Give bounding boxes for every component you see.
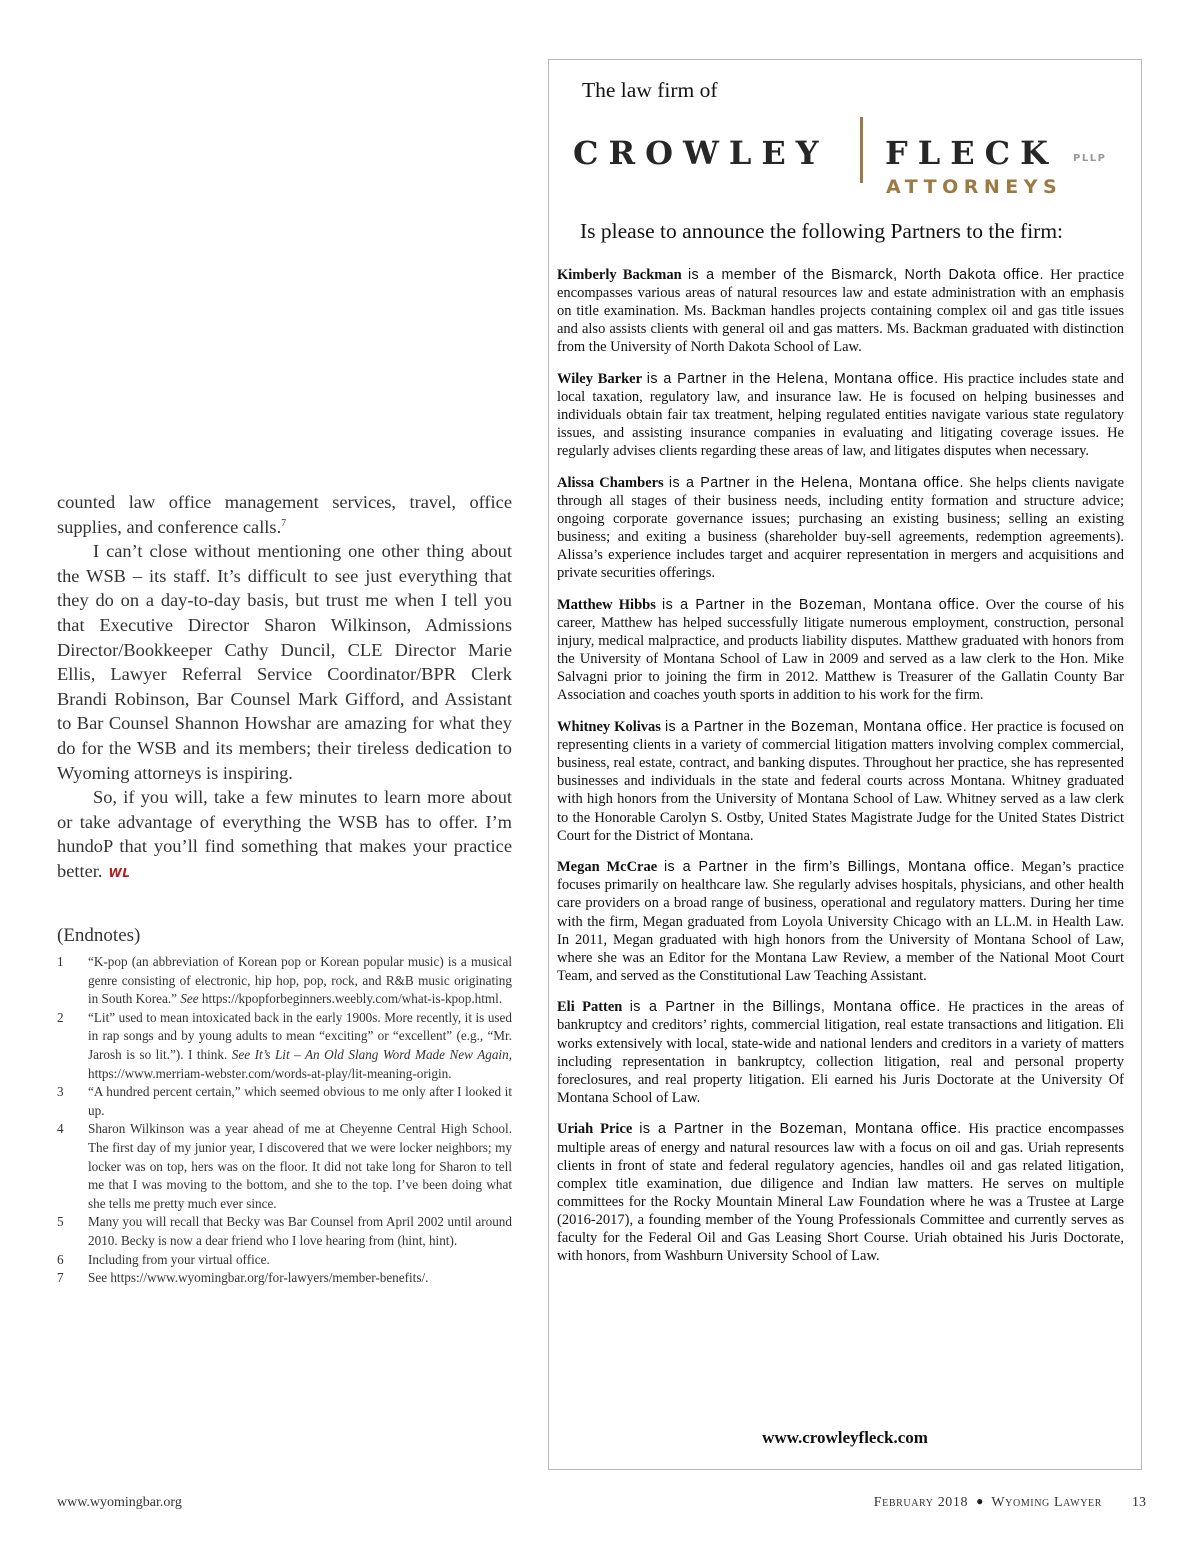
endnote-number: 5	[57, 1214, 64, 1230]
partner-bio: He practices in the areas of bankruptcy and creditors’ rights, commercial litigation, real estate transactions and litigation. Eli works extensively with local, state-wide and national lenders and creditors in a variety of matters including representation in bankruptcy, collection litigation, real and personal property foreclosures, and real property litigation. Eli earned his Juris Doctorate at the University Of Montana School of Law.	[557, 999, 1125, 1106]
endnote-item	[57, 1251, 512, 1270]
partner-office: is a Partner in the Bozeman, Montana office.	[662, 597, 980, 613]
firm-website-link[interactable]: www.crowleyfleck.com	[762, 1428, 928, 1447]
partner-bio: She helps clients navigate through all stages of their business needs, including entity formation and structure advice; ongoing corporate governance issues; purchasing an existing business; selling an existing business; and exiting a business (shareholder buy-sell agreements, redemption agreements). Alissa’s experience includes target and acquirer representation in mergers and acquisitions and private securities offerings.	[557, 474, 1125, 582]
partner-office: is a Partner in the Billings, Montana office.	[629, 999, 941, 1016]
partner-entry	[557, 998, 1124, 1107]
endnote-item	[57, 1120, 512, 1213]
logo-suffix: PLLP	[1073, 153, 1107, 164]
endnote-text: Sharon Wilkinson was a year ahead of me at Cheyenne Central High School. The first day of my junior year, I discovered that we were locker neighbors; my locker was on top, hers was on the floor. It did not take long for Sharon to tell me that I was moving to the bottom, and she to the top. I’ve been doing what she tells me pretty much ever since.	[88, 1121, 512, 1211]
partner-name: Matthew Hibbs	[557, 597, 656, 613]
crowley-fleck-logo	[573, 116, 1123, 206]
partner-entry	[557, 596, 1124, 705]
endnote-number: 4	[57, 1121, 64, 1137]
endnote-item	[57, 1083, 512, 1120]
endnote-item	[57, 1213, 512, 1250]
page-number: 13	[1132, 1495, 1146, 1510]
law-firm-announcement-ad	[548, 59, 1142, 1470]
partner-entry	[557, 266, 1124, 356]
partner-entry	[557, 1120, 1124, 1265]
partner-name: Megan McCrae	[557, 859, 658, 876]
partner-entry	[557, 370, 1124, 460]
partner-office: is a Partner in the Bozeman, Montana office.	[639, 1121, 962, 1138]
logo-divider-bar	[860, 117, 863, 183]
endnote-text[interactable]: See https://www.wyomingbar.org/for-lawyers/member-benefits/.	[88, 1270, 429, 1286]
ad-announcement-heading: Is please to announce the following Partners to the firm:	[580, 219, 1064, 243]
partner-name: Uriah Price	[557, 1121, 633, 1138]
endnotes-list	[57, 953, 512, 1288]
endnote-citation: See It’s Lit – An Old Slang Word Made New Again,	[231, 1046, 512, 1062]
article-body-continued	[57, 490, 512, 886]
endnote-number: 3	[57, 1084, 64, 1100]
partner-name: Alissa Chambers	[557, 474, 664, 491]
footer-website-link[interactable]: www.wyomingbar.org	[57, 1495, 182, 1510]
article-paragraph: So, if you will, take a few minutes to learn more about or take advantage of everything the WSB has to offer. I’m hundoP that you’ll find something that makes your practice better. WL	[57, 787, 512, 881]
endnote-text: “Lit” used to mean intoxicated back in the early 1900s. More recently, it is used in rap songs and by young adults to mean “exciting” or “excellent” (e.g., “Mr. Jarosh is so lit.”). I think. See It’s Lit – An Old Slang Word Made New Again, https://www.merriam-webster.com/words-at-play/lit-meaning-origin.	[88, 1009, 512, 1081]
endnote-text: “K-pop (an abbreviation of Korean pop or Korean popular music) is a musical genre consisting of electronic, hip hop, pop, rock, and R&B music originating in South Korea.” See https://kpopforbeginners.weebly.com/what-is-kpop.html.	[88, 954, 512, 1007]
ad-intro-text: The law firm of	[582, 78, 718, 102]
footer-issue-info	[874, 1495, 1146, 1511]
partner-entry	[557, 858, 1124, 985]
partner-name: Eli Patten	[557, 999, 623, 1016]
article-paragraph: counted law office management services, travel, office supplies, and conference calls.$^7$	[57, 492, 512, 537]
partner-bio: Megan’s practice focuses primarily on healthcare law. She regularly advises hospitals, physicians, and other health care providers on a broad range of business, operational and regulatory matters. During her time with the firm, Megan graduated from Loyola University Chicago with an LL.M. in Health Law. In 2011, Megan graduated with high honors from the University of Montana School of Law, where she was an Editor for the Montana Law Review, a member of the National Moot Court Team, and served as the Constitutional Law Teaching Assistant.	[557, 859, 1124, 984]
endnote-number: 6	[57, 1251, 64, 1267]
partner-bio: Her practice is focused on representing clients in a variety of commercial litigation matters involving complex commercial, business, real estate, contract, and banking disputes. Throughout her practice, she has represented businesses and individuals in the state and federal courts across Montana. Whitney graduated with high honors from the University of Montana School of Law. Whitney served as a law clerk to the Honorable Carolyn S. Ostby, United States Magistrate Judge for the United States District Court for the District of Montana.	[557, 719, 1125, 844]
endnote-url[interactable]: https://www.merriam-webster.com/words-at-play/lit-meaning-origin.	[88, 1065, 452, 1081]
logo-wordmark-left: CROWLEY	[573, 134, 829, 172]
partner-entry	[557, 474, 1124, 583]
article-paragraph: I can’t close without mentioning one other thing about the WSB – its staff. It’s difficult to see just everything that they do on a day-to-day basis, but trust me when I tell you that Executive Director Sharon Wilkinson, Admissions Director/Bookkeeper Cathy Duncil, CLE Director Marie Ellis, Lawyer Referral Service Coordinator/BPR Clerk Brandi Robinson, Bar Counsel Mark Gifford, and Assistant to Bar Counsel Shannon Howshar are amazing for what they do for the WSB and its members; their tireless dedication to Wyoming attorneys is inspiring.	[57, 541, 512, 783]
partner-office: is a Partner in the Bozeman, Montana office.	[664, 719, 968, 736]
endnotes-heading: (Endnotes)	[57, 925, 141, 946]
partner-bio: Her practice encompasses various areas of natural resources law and estate administration with an emphasis on title examination. Ms. Backman handles projects containing complex oil and gas title issues and also assists clients with general oil and gas matters. Ms. Backman graduated with distinction from the University of North Dakota School of Law.	[557, 267, 1125, 356]
partner-office: is a Partner in the Helena, Montana office.	[646, 370, 939, 387]
partner-name: Wiley Barker	[557, 370, 643, 387]
partner-name: Whitney Kolivas	[557, 719, 661, 736]
partner-office: is a member of the Bismarck, North Dakota office.	[687, 267, 1044, 283]
footnote-ref[interactable]: 7	[281, 517, 287, 529]
endnote-number: 1	[57, 954, 64, 969]
endnote-citation: See	[180, 991, 199, 1007]
footer-issue-date: February 2018	[873, 1495, 969, 1510]
endnote-item	[57, 953, 512, 1009]
partner-office: is a Partner in the firm’s Billings, Montana office.	[663, 859, 1015, 876]
partner-office: is a Partner in the Helena, Montana office.	[668, 474, 964, 491]
logo-wordmark-right: FLECK	[885, 134, 1058, 172]
footer-publication: Wyoming Lawyer	[991, 1495, 1102, 1510]
partner-bio: Over the course of his career, Matthew has helped successfully litigate numerous employment, construction, personal injury, medical malpractice, and products liability disputes. Matthew graduated with honors from the University of Montana School of Law in 2009 and served as a law clerk to the Hon. Mike Salvagni prior to joining the firm in 2012. Matthew is Treasurer of the Gallatin County Bar Association and coaches youth sports in addition to his work for the firm.	[557, 597, 1125, 704]
partner-bio: His practice encompasses multiple areas of energy and natural resources law with a focus on oil and gas. Uriah represents clients in front of state and federal regulatory agencies, handles oil and gas related litigation, complex title examination, due diligence and Indian law matters. He serves on multiple committees for the Rocky Mountain Mineral Law Foundation where he was a Trustee at Large (2016-2017), a founding member of the Young Professionals Committee and currently serves as faculty for the Federal Oil and Gas Leasing Short Course. Uriah obtained his Juris Doctorate, with honors, from Washburn University School of Law.	[557, 1121, 1125, 1265]
partner-entry	[557, 718, 1124, 845]
logo-tagline: ATTORNEYS	[886, 176, 1063, 198]
endnote-text: “A hundred percent certain,” which seemed obvious to me only after I looked it up.	[88, 1084, 512, 1118]
endnote-url[interactable]: https://kpopforbeginners.weebly.com/what-is-kpop.html.	[201, 991, 503, 1007]
endnote-text: Including from your virtual office.	[88, 1251, 270, 1267]
endnote-item	[57, 1009, 512, 1083]
endnote-number: 2	[57, 1009, 64, 1025]
partner-list	[557, 266, 1124, 1279]
bullet-separator-icon: ●	[976, 1494, 984, 1508]
endnote-number: 7	[57, 1270, 64, 1286]
endnote-item	[57, 1269, 512, 1288]
partner-bio: His practice includes state and local taxation, regulatory law, and insurance law. He is focused on helping businesses and individuals obtain fair tax treatment, helping regulated entities navigate various state regulatory issues, and assisting insurance companies in evaluating and litigating coverage issues. He regularly advises clients regarding these areas of law, and litigates disputes when necessary.	[557, 370, 1125, 460]
partner-name: Kimberly Backman	[557, 267, 682, 283]
endnote-text: Many you will recall that Becky was Bar Counsel from April 2002 until around 2010. Becky is now a dear friend who I love hearing from (hint, hint).	[88, 1214, 512, 1248]
end-of-article-mark: WL	[108, 865, 131, 880]
